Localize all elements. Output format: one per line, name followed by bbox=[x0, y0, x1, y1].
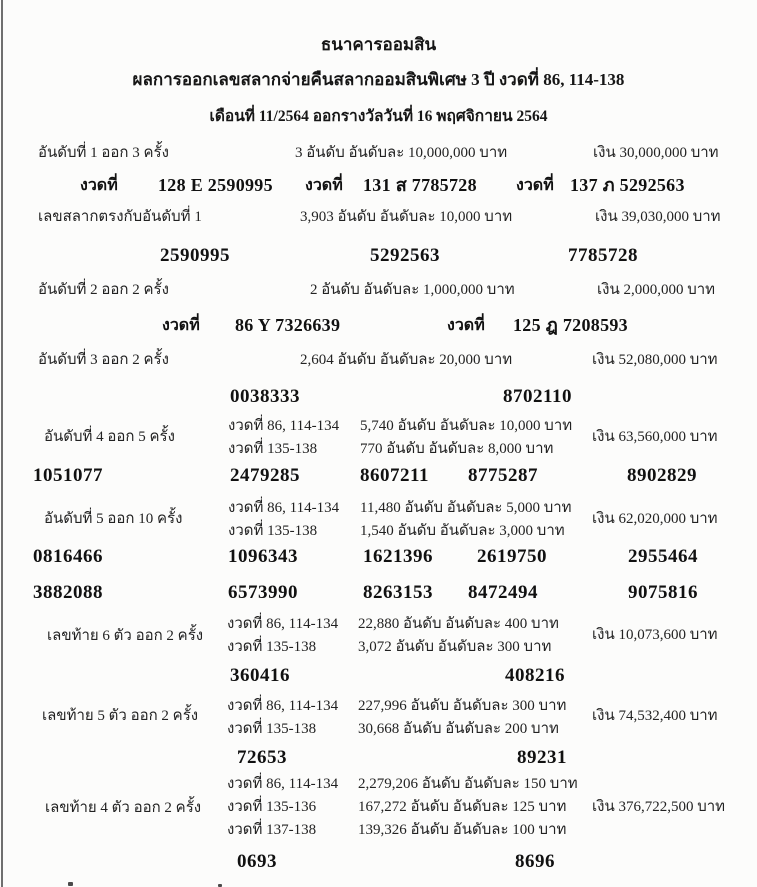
prize4-number-2: 2479285 bbox=[230, 465, 300, 486]
prize2-detail: 2 อันดับ อันดับละ 1,000,000 บาท bbox=[310, 282, 515, 298]
match1-number-2: 5292563 bbox=[370, 245, 440, 266]
prize2-label: อันดับที่ 2 ออก 2 ครั้ง bbox=[38, 282, 169, 298]
prize3-detail: 2,604 อันดับ อันดับละ 20,000 บาท bbox=[300, 352, 513, 368]
prize4-number-1: 1051077 bbox=[33, 465, 103, 486]
prize5-row2-number-3: 8263153 bbox=[363, 582, 433, 603]
prize4-label: อันดับที่ 4 ออก 5 ครั้ง bbox=[44, 429, 175, 445]
prize3-amount: เงิน 52,080,000 บาท bbox=[592, 352, 718, 368]
prize1-label: อันดับที่ 1 ออก 3 ครั้ง bbox=[38, 145, 169, 161]
prize4-tier1-detail: 5,740 อันดับ อันดับละ 10,000 บาท bbox=[360, 418, 573, 434]
prize4-number-3: 8607211 bbox=[360, 465, 429, 486]
last5-tier1-detail: 227,996 อันดับ อันดับละ 300 บาท bbox=[358, 698, 567, 714]
last4-label: เลขท้าย 4 ตัว ออก 2 ครั้ง bbox=[45, 800, 202, 816]
prize2-period-word-2: งวดที่ bbox=[447, 317, 485, 334]
prize5-row1-number-5: 2955464 bbox=[628, 546, 698, 567]
prize5-row2-number-2: 6573990 bbox=[228, 582, 298, 603]
prize5-label: อันดับที่ 5 ออก 10 ครั้ง bbox=[44, 511, 183, 527]
prize4-number-4: 8775287 bbox=[468, 465, 538, 486]
match1-label: เลขสลากตรงกับอันดับที่ 1 bbox=[38, 209, 202, 225]
prize5-row2-number-4: 8472494 bbox=[468, 582, 538, 603]
last4-number-1: 0693 bbox=[237, 851, 277, 872]
scan-artifact bbox=[68, 882, 73, 886]
last6-number-1: 360416 bbox=[230, 665, 290, 686]
match1-number-3: 7785728 bbox=[568, 245, 638, 266]
prize1-winner-2: 131 ส 7785728 bbox=[363, 175, 477, 195]
bank-name: ธนาคารออมสิน bbox=[320, 35, 437, 54]
prize4-amount: เงิน 63,560,000 บาท bbox=[592, 429, 718, 445]
prize1-winner-1: 128 E 2590995 bbox=[158, 175, 273, 195]
prize3-number-1: 0038333 bbox=[230, 386, 300, 407]
match1-detail: 3,903 อันดับ อันดับละ 10,000 บาท bbox=[300, 209, 513, 225]
draw-date-line: เดือนที่ 11/2564 ออกรางวัลวันที่ 16 พฤศจิกายน 2564 bbox=[209, 108, 548, 125]
prize2-winner-2: 125 ฎ 7208593 bbox=[513, 315, 628, 335]
prize5-row1-number-1: 0816466 bbox=[33, 546, 103, 567]
prize1-period-word-1: งวดที่ bbox=[80, 177, 118, 194]
prize3-label: อันดับที่ 3 ออก 2 ครั้ง bbox=[38, 352, 169, 368]
prize5-tier2-detail: 1,540 อันดับ อันดับละ 3,000 บาท bbox=[360, 523, 565, 539]
match1-number-1: 2590995 bbox=[160, 245, 230, 266]
last4-tier3-detail: 139,326 อันดับ อันดับละ 100 บาท bbox=[358, 822, 567, 838]
prize4-tier2-period: งวดที่ 135-138 bbox=[228, 441, 318, 457]
prize5-row1-number-2: 1096343 bbox=[228, 546, 298, 567]
prize4-tier2-detail: 770 อันดับ อันดับละ 8,000 บาท bbox=[360, 441, 554, 457]
last5-label: เลขท้าย 5 ตัว ออก 2 ครั้ง bbox=[42, 708, 199, 724]
last6-amount: เงิน 10,073,600 บาท bbox=[592, 627, 718, 643]
last4-tier1-period: งวดที่ 86, 114-134 bbox=[227, 776, 339, 792]
last5-tier2-detail: 30,668 อันดับ อันดับละ 200 บาท bbox=[358, 721, 559, 737]
prize5-tier1-detail: 11,480 อันดับ อันดับละ 5,000 บาท bbox=[360, 500, 572, 516]
prize5-tier1-period: งวดที่ 86, 114-134 bbox=[228, 500, 340, 516]
last5-tier1-period: งวดที่ 86, 114-134 bbox=[227, 698, 339, 714]
prize1-amount: เงิน 30,000,000 บาท bbox=[593, 145, 719, 161]
prize2-period-word-1: งวดที่ bbox=[162, 317, 200, 334]
last6-tier1-detail: 22,880 อันดับ อันดับละ 400 บาท bbox=[358, 616, 559, 632]
prize1-period-word-3: งวดที่ bbox=[516, 177, 554, 194]
last5-number-1: 72653 bbox=[237, 747, 287, 768]
report-title: ผลการออกเลขสลากจ่ายคืนสลากออมสินพิเศษ 3 ปี งวดที่ 86, 114-138 bbox=[132, 70, 625, 89]
last5-amount: เงิน 74,532,400 บาท bbox=[592, 708, 718, 724]
prize3-number-2: 8702110 bbox=[503, 386, 572, 407]
prize2-winner-1: 86 Y 7326639 bbox=[235, 315, 341, 335]
scan-edge-line bbox=[1, 0, 3, 887]
prize5-row2-number-5: 9075816 bbox=[628, 582, 698, 603]
last4-number-2: 8696 bbox=[515, 851, 555, 872]
prize5-amount: เงิน 62,020,000 บาท bbox=[592, 511, 718, 527]
last6-tier2-period: งวดที่ 135-138 bbox=[227, 639, 317, 655]
prize2-amount: เงิน 2,000,000 บาท bbox=[597, 282, 716, 298]
prize5-tier2-period: งวดที่ 135-138 bbox=[228, 523, 318, 539]
last6-number-2: 408216 bbox=[505, 665, 565, 686]
match1-amount: เงิน 39,030,000 บาท bbox=[595, 209, 721, 225]
last4-tier3-period: งวดที่ 137-138 bbox=[227, 822, 317, 838]
last4-tier2-detail: 167,272 อันดับ อันดับละ 125 บาท bbox=[358, 799, 567, 815]
prize5-row1-number-4: 2619750 bbox=[477, 546, 547, 567]
last4-tier1-detail: 2,279,206 อันดับ อันดับละ 150 บาท bbox=[358, 776, 578, 792]
prize5-row2-number-1: 3882088 bbox=[33, 582, 103, 603]
prize5-row1-number-3: 1621396 bbox=[363, 546, 433, 567]
last5-number-2: 89231 bbox=[517, 747, 567, 768]
prize4-number-5: 8902829 bbox=[627, 465, 697, 486]
prize1-detail: 3 อันดับ อันดับละ 10,000,000 บาท bbox=[295, 145, 508, 161]
last6-tier1-period: งวดที่ 86, 114-134 bbox=[227, 616, 339, 632]
prize1-period-word-2: งวดที่ bbox=[305, 177, 343, 194]
prize1-winner-3: 137 ภ 5292563 bbox=[570, 175, 685, 195]
last4-amount: เงิน 376,722,500 บาท bbox=[592, 799, 726, 815]
prize4-tier1-period: งวดที่ 86, 114-134 bbox=[228, 418, 340, 434]
last5-tier2-period: งวดที่ 135-138 bbox=[227, 721, 317, 737]
last6-tier2-detail: 3,072 อันดับ อันดับละ 300 บาท bbox=[358, 639, 552, 655]
last4-tier2-period: งวดที่ 135-136 bbox=[227, 799, 317, 815]
last6-label: เลขท้าย 6 ตัว ออก 2 ครั้ง bbox=[47, 628, 204, 644]
